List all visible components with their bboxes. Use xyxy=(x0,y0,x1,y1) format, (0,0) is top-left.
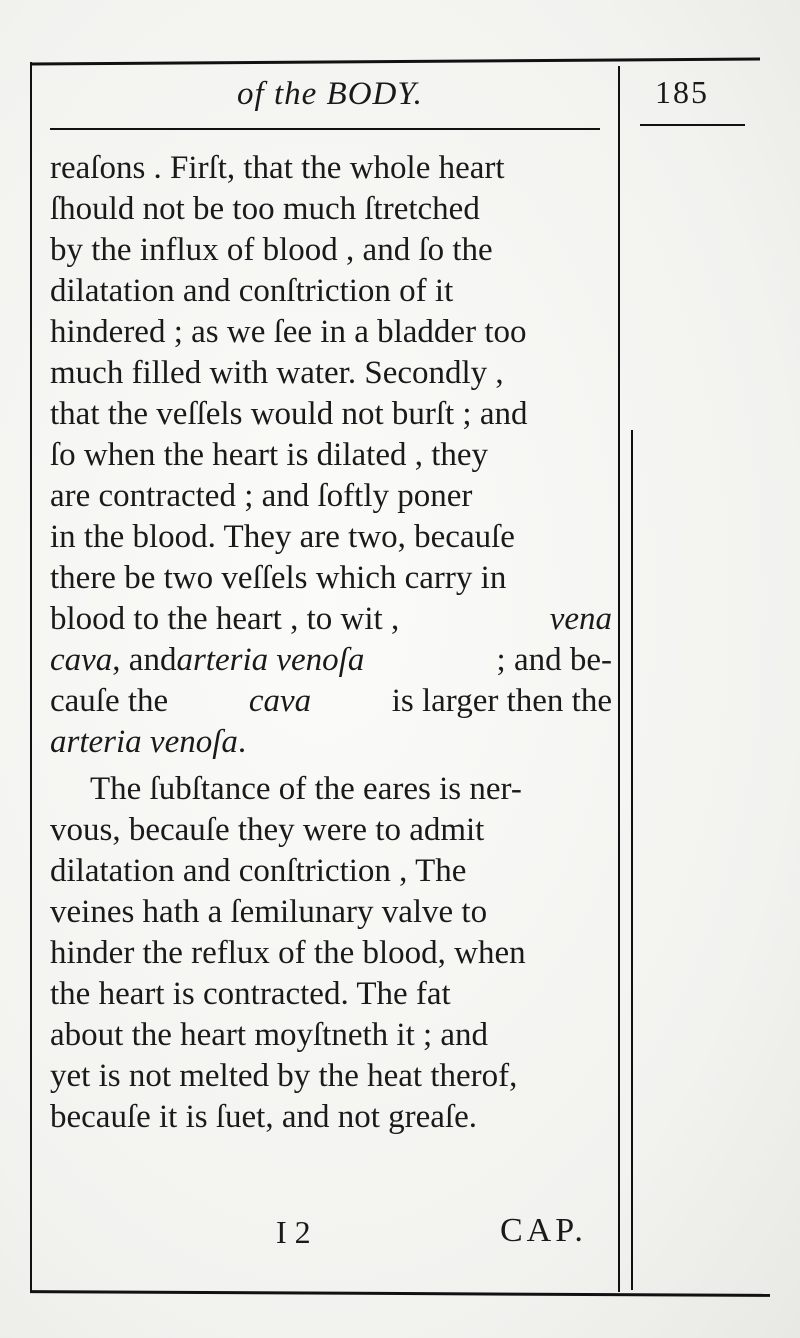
text-line: hinder the reflux of the blood, when xyxy=(50,935,526,971)
text-line: cava, andarteria venoſa ; and be- xyxy=(50,642,612,678)
text-line: in the blood. They are two, becauſe xyxy=(50,519,515,555)
text-line: yet is not melted by the heat therof, xyxy=(50,1058,518,1094)
text-line: blood to the heart , to wit , vena xyxy=(50,601,612,637)
text-column xyxy=(50,148,612,1138)
page-number: 185 xyxy=(655,74,709,110)
text-line: arteria venoſa . xyxy=(50,724,247,760)
text-line: ſo when the heart is dilated , they xyxy=(50,437,489,473)
text-line: hindered ; as we ſee in a bladder too xyxy=(50,314,527,350)
text-line: much filled with water. Secondly , xyxy=(50,355,504,391)
text-line: are contracted ; and ſoftly poner xyxy=(50,478,473,514)
header-underline-rule xyxy=(50,128,600,130)
text-line: dilatation and conſtriction , The xyxy=(50,853,467,889)
text-line: The ſubſtance of the eares is ner- xyxy=(90,771,522,807)
text-line: becauſe it is ſuet, and not greaſe. xyxy=(50,1099,478,1135)
catchword: CAP. xyxy=(500,1212,587,1249)
text-line: veines hath a ſemilunary valve to xyxy=(50,894,488,930)
text-line: the heart is contracted. The fat xyxy=(50,976,451,1012)
bottom-border-rule xyxy=(30,1290,770,1297)
margin-underline-rule xyxy=(640,124,745,126)
right-border-rule xyxy=(631,430,633,1290)
text-line: vous, becauſe they were to admit xyxy=(50,812,485,848)
text-line: by the influx of blood , and ſo the xyxy=(50,232,493,268)
text-line: ſhould not be too much ſtretched xyxy=(50,191,480,227)
text-line: that the veſſels would not burſt ; and xyxy=(50,396,528,432)
text-line: dilatation and conſtriction of it xyxy=(50,273,454,309)
running-title: of the BODY. xyxy=(237,76,423,112)
text-line: there be two veſſels which carry in xyxy=(50,560,507,596)
text-line: about the heart moyſtneth it ; and xyxy=(50,1017,489,1053)
column-divider-rule xyxy=(618,66,620,1292)
top-border-rule xyxy=(30,57,760,65)
signature-mark: I 2 xyxy=(276,1214,311,1250)
text-line: reaſons . Firſt, that the whole heart xyxy=(50,150,505,186)
left-border-rule xyxy=(30,62,32,1292)
text-line: cauſe the cava is larger then the xyxy=(50,683,612,719)
